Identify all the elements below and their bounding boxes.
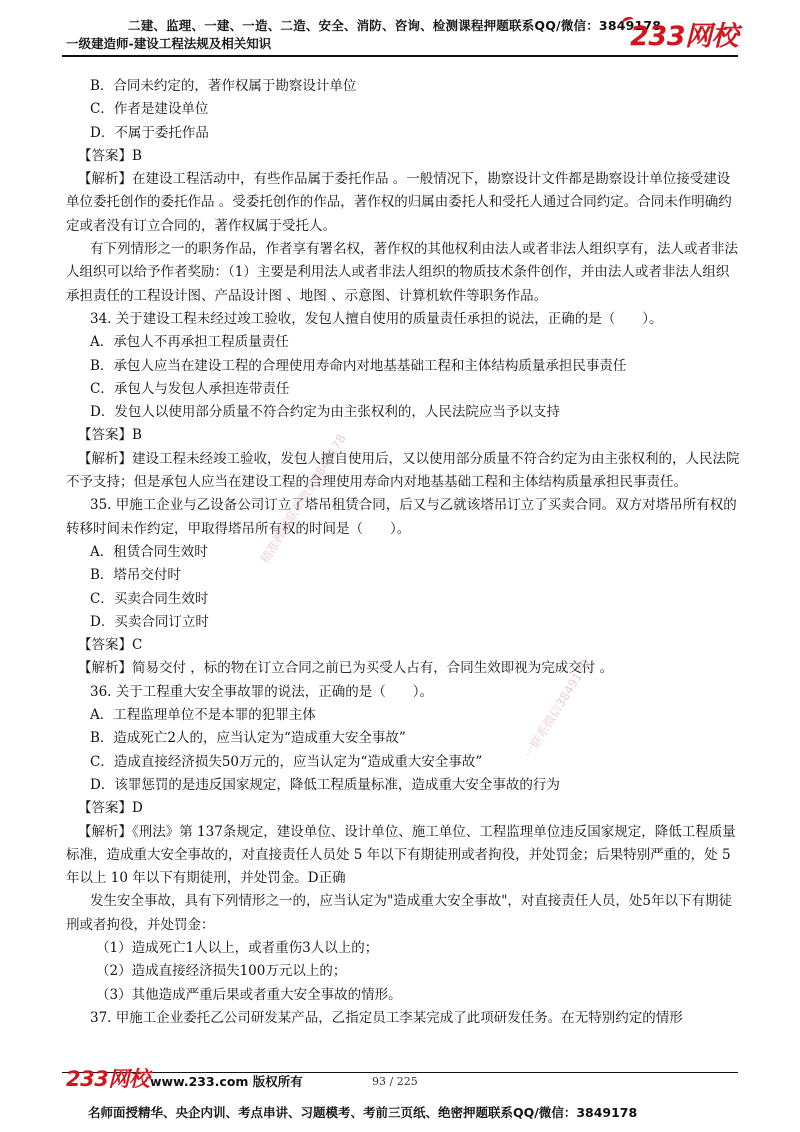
answer-option: A．工程监理单位不是本罪的犯罪主体 bbox=[90, 707, 316, 724]
answer-option: A．租赁合同生效时 bbox=[90, 543, 208, 560]
body-paragraph: 34. 关于建设工程未经过竣工验收，发包人擅自使用的质量责任承担的说法，正确的是（ ）。 bbox=[90, 310, 663, 327]
watermark: 精准押题联系微信3849178 bbox=[257, 431, 349, 566]
list-item: （3）其他造成严重后果或者重大安全事故的情形。 bbox=[96, 986, 402, 1003]
explanation-paragraph: 【解析】在建设工程活动中，有些作品属于委托作品 。一般情况下，勘察设计文件都是勘察设计单位接受建设单位委托创作的委托作品 。受委托创作的作品，著作权的归属由委托人和受托人通过合同约定。合同未作明确约定或者没有订立合同的，著作权属于受托人。 bbox=[66, 171, 732, 234]
list-item: （2）造成直接经济损失100万元以上的； bbox=[96, 963, 347, 980]
answer-key: 【答案】D bbox=[78, 800, 143, 817]
answer-option: B．塔吊交付时 bbox=[90, 567, 181, 584]
document-subtitle: 一级建造师-建设工程法规及相关知识 bbox=[66, 36, 272, 51]
footer-site-label: www.233.com 版权所有 bbox=[150, 1074, 303, 1089]
explanation-paragraph: 【解析】简易交付 ，标的物在订立合同之前已为买受人占有，合同生效即视为完成交付 。 bbox=[78, 660, 614, 677]
brand-logo-text: 233网校 bbox=[630, 21, 738, 52]
brand-logo-top bbox=[630, 14, 738, 53]
body-paragraph: 37. 甲施工企业委托乙公司研发某产品，乙指定员工李某完成了此项研发任务。在无特别约定的情形 bbox=[90, 1009, 683, 1026]
body-paragraph: 36. 关于工程重大安全事故罪的说法，正确的是（ ）。 bbox=[90, 683, 434, 700]
answer-option: C．买卖合同生效时 bbox=[90, 590, 209, 607]
answer-key: 【答案】B bbox=[78, 427, 142, 444]
answer-key: 【答案】C bbox=[78, 637, 143, 654]
answer-option: D．不属于委托作品 bbox=[90, 124, 209, 141]
header-rule bbox=[62, 55, 738, 57]
answer-key: 【答案】B bbox=[78, 147, 142, 164]
body-paragraph: 35. 甲施工企业与乙设备公司订立了塔吊租赁合同，后又与乙就该塔吊订立了买卖合同。双方对塔吊所有权的转移时间未作约定，甲取得塔吊所有权的时间是（ ）。 bbox=[66, 497, 737, 537]
page-number: 93 / 225 bbox=[372, 1075, 418, 1088]
answer-option: C．作者是建设单位 bbox=[90, 101, 209, 118]
answer-option: D．买卖合同订立时 bbox=[90, 613, 209, 630]
list-item: （1）造成死亡1人以上，或者重伤3人以上的； bbox=[96, 939, 379, 956]
brand-logo-footer: 233网校 bbox=[66, 1067, 150, 1091]
answer-option: C．造成直接经济损失50万元的，应当认定为“造成重大安全事故” bbox=[90, 753, 483, 770]
header-promo-line: 二建、监理、一建、一造、二造、安全、消防、咨询、检测课程押题联系QQ/微信：3849178 bbox=[128, 18, 662, 33]
answer-option: B．承包人应当在建设工程的合理使用寿命内对地基基础工程和主体结构质量承担民事责任 bbox=[90, 357, 627, 374]
answer-option: B．造成死亡2人的，应当认定为“造成重大安全事故” bbox=[90, 730, 406, 747]
body-paragraph: 有下列情形之一的职务作品，作者享有署名权，著作权的其他权利由法人或者非法人组织享有，法人或者非法人组织可以给予作者奖励：（1）主要是利用法人或者非法人组织的物质技术条件创作，并由法人或者非法人组织承担责任的工程设计图、产品设计图 、地图 、示意图、计算机软件等职务作品。 bbox=[66, 241, 738, 304]
explanation-paragraph: 【解析】《刑法》第 137条规定，建设单位、设计单位、施工单位、工程监理单位违反国家规定，降低工程质量标准，造成重大安全事故的，对直接责任人员处 5 年以下有期徒刑或者拘役，并处罚金；后果特别严重的，处 5 年以上 10 年以下有期徒刑，并处罚金。D正确 bbox=[66, 823, 736, 887]
answer-option: C．承包人与发包人承担连带责任 bbox=[90, 380, 290, 397]
footer-promo-line: 名师面授精华、央企内训、考点串讲、习题模考、考前三页纸、绝密押题联系QQ/微信：3849178 bbox=[88, 1105, 638, 1120]
body-paragraph: 发生安全事故，具有下列情形之一的，应当认定为"造成重大安全事故"，对直接责任人员，处5年以下有期徒刑或者拘役，并处罚金： bbox=[66, 893, 733, 933]
answer-option: D．该罪惩罚的是违反国家规定，降低工程质量标准，造成重大安全事故的行为 bbox=[90, 776, 560, 793]
watermark: 一联系微信3849178 bbox=[521, 656, 594, 761]
answer-option: D．发包人以使用部分质量不符合约定为由主张权利的，人民法院应当予以支持 bbox=[90, 404, 560, 421]
page-content bbox=[66, 75, 740, 1030]
answer-option: A．承包人不再承担工程质量责任 bbox=[90, 334, 289, 351]
explanation-paragraph: 【解析】建设工程未经竣工验收，发包人擅自使用后，又以使用部分质量不符合约定为由主张权利的，人民法院不予支持；但是承包人应当在建设工程的合理使用寿命内对地基基础工程和主体结构质量承担民事责任。 bbox=[66, 450, 740, 491]
answer-option: B．合同未约定的，著作权属于勘察设计单位 bbox=[90, 78, 357, 94]
